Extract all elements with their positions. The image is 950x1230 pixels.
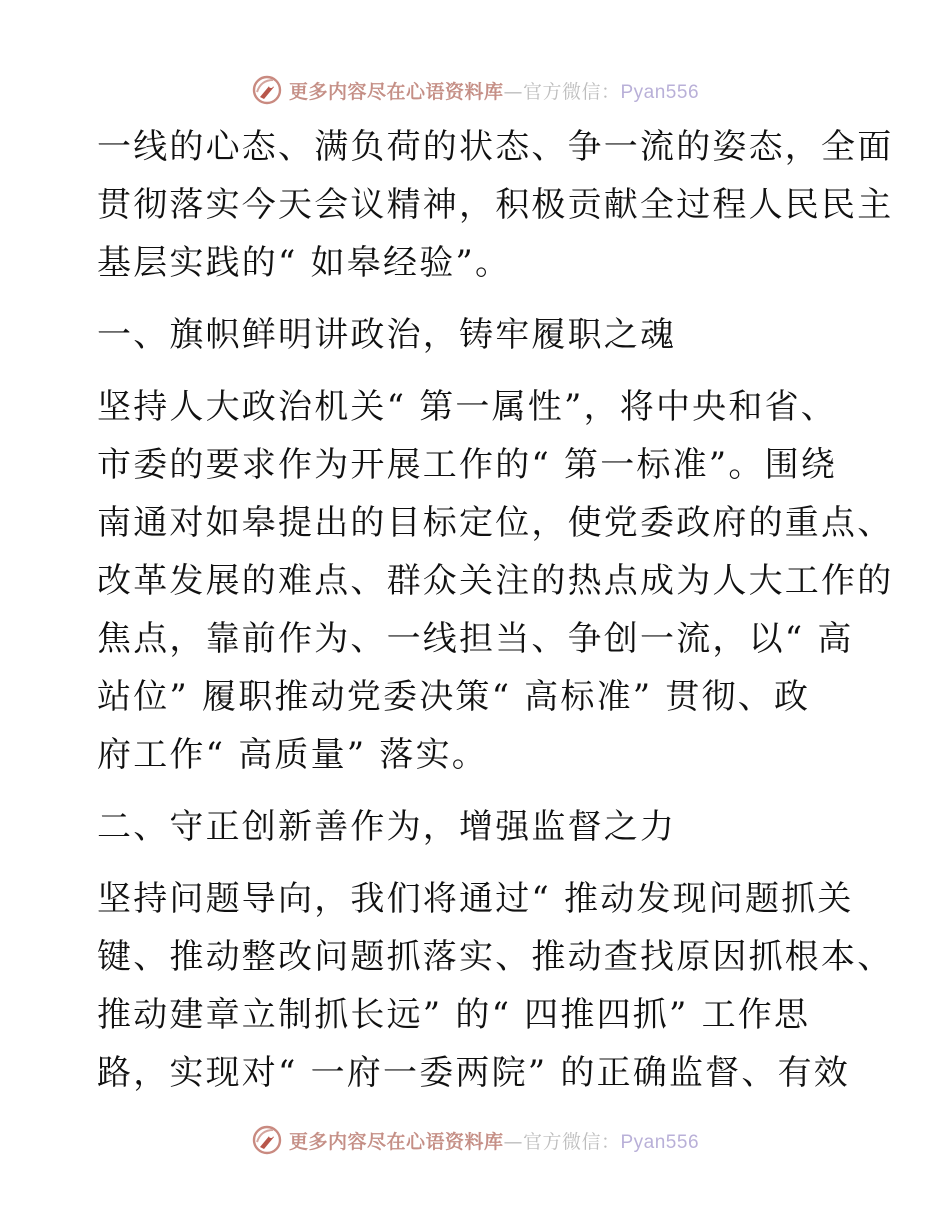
watermark-main-text: 更多内容尽在心语资料库 <box>288 80 504 103</box>
watermark-sub-text: 官方微信： <box>522 80 621 103</box>
text-line: 市委的要求作为开展工作的“ 第一标准”。围绕 <box>97 445 837 485</box>
text-line: 府工作“ 高质量” 落实。 <box>97 735 488 775</box>
watermark-sub-text: 官方微信： <box>522 1130 621 1153</box>
heading-line: 一、旗帜鲜明讲政治，铸牢履职之魂 <box>97 315 677 355</box>
document-body <box>97 118 894 1102</box>
watermark-separator: — <box>503 80 523 103</box>
header-watermark <box>0 70 950 110</box>
watermark-wechat-id: Pyan556 <box>620 81 700 103</box>
watermark-text <box>289 77 699 104</box>
heading-line: 二、守正创新善作为，增强监督之力 <box>97 807 677 847</box>
text-line: 键、推动整改问题抓落实、推动查找原因抓根本、 <box>97 937 894 977</box>
text-line: 焦点，靠前作为、一线担当、争创一流，以“ 高 <box>97 619 854 659</box>
text-line: 一线的心态、满负荷的状态、争一流的姿态，全面 <box>97 127 894 167</box>
pen-nib-logo-icon <box>251 1124 283 1156</box>
paragraph <box>97 118 894 292</box>
text-line: 改革发展的难点、群众关注的热点成为人大工作的 <box>97 561 894 601</box>
text-line: 推动建章立制抓长远” 的“ 四推四抓” 工作思 <box>97 995 811 1035</box>
text-line: 路，实现对“ 一府一委两院” 的正确监督、有效 <box>97 1053 850 1093</box>
footer-watermark <box>0 1120 950 1160</box>
watermark-wechat-id: Pyan556 <box>620 1131 700 1153</box>
paragraph <box>97 378 894 784</box>
section-heading <box>97 306 857 364</box>
paragraph <box>97 870 894 1102</box>
text-line: 贯彻落实今天会议精神，积极贡献全过程人民民主 <box>97 185 894 225</box>
watermark-separator: — <box>503 1130 523 1153</box>
text-line: 基层实践的“ 如皋经验”。 <box>97 243 512 283</box>
text-line: 南通对如皋提出的目标定位，使党委政府的重点、 <box>97 503 894 543</box>
text-line: 站位” 履职推动党委决策“ 高标准” 贯彻、政 <box>97 677 811 717</box>
watermark-text <box>289 1127 699 1154</box>
watermark-main-text: 更多内容尽在心语资料库 <box>288 1130 504 1153</box>
pen-nib-logo-icon <box>251 74 283 106</box>
section-heading <box>97 798 857 856</box>
text-line: 坚持问题导向，我们将通过“ 推动发现问题抓关 <box>97 879 854 919</box>
text-line: 坚持人大政治机关“ 第一属性”，将中央和省、 <box>97 387 837 427</box>
